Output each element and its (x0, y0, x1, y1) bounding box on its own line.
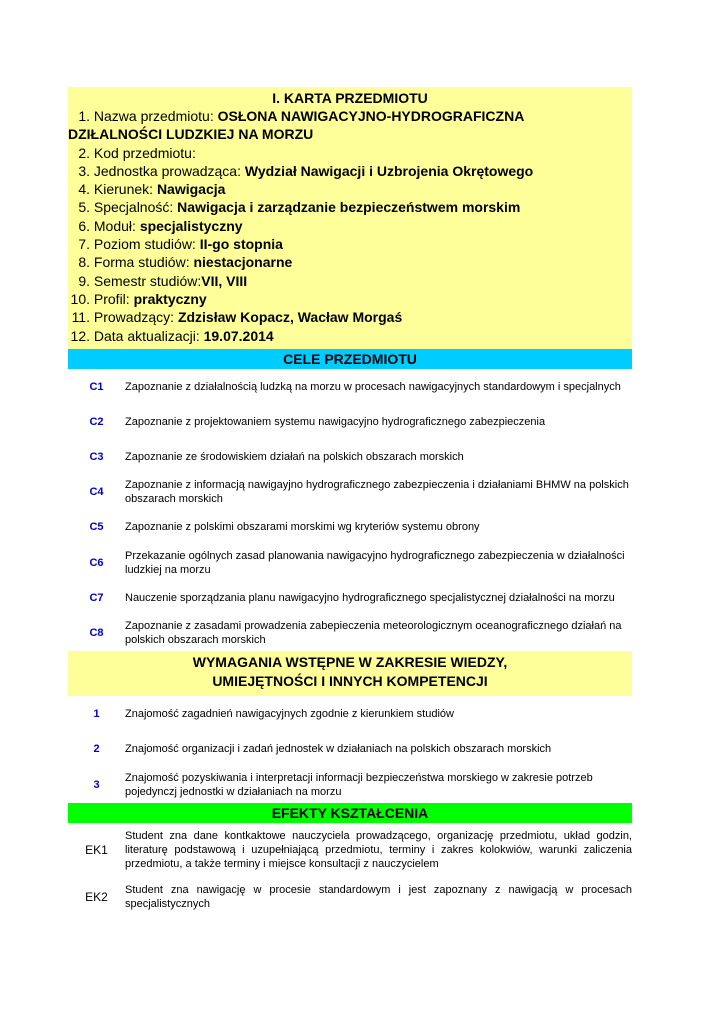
field-unit: 3. Jednostka prowadząca: Wydział Nawigacji i Uzbrojenia Okrętowego (78, 162, 534, 179)
objective-row: C8 Zapoznanie z zasadami prowadzenia zabepieczenia meteorologicznym oceanograficznego działań na polskich obszarach morskich (89, 620, 622, 647)
objective-row: C1 Zapoznanie z działalnością ludzką na morzu w procesach nawigacyjnych standardowym i specjalnych (89, 380, 621, 393)
outcome-row: EK1 Student zna dane kontkaktowe nauczyciela prowadzącego, organizację przedmiotu, układ godzin, literaturę podstawową i uzupełniającą przedmiotu, terminy i zakres kolokwiów, warunki zaliczenia przedmiotu, a także terminy i miejsce konsultacji z nauczycielem (85, 830, 632, 871)
objective-row: C7 Nauczenie sporządzania planu nawigacyjno hydrograficznego specjalistycznej działalności na morzu (89, 592, 615, 605)
outcome-row: EK2 Student zna nawigację w procesie standardowym i jest zapoznany z nawigacją w procesach specjalistycznych (85, 883, 632, 910)
field-course-code: 2. Kod przedmiotu: (78, 144, 196, 161)
field-form: 8. Forma studiów: niestacjonarne (78, 254, 293, 271)
course-card-document (68, 87, 632, 916)
objective-row: C5 Zapoznanie z polskimi obszarami morskimi wg kryteriów systemu obrony (89, 521, 480, 534)
field-profile: 10. Profil: praktyczny (70, 290, 207, 307)
field-specialty: 5. Specjalność: Nawigacja i zarządzanie bezpieczeństwem morskim (78, 199, 521, 216)
prerequisite-row: 3 Znajomość pozyskiwania i interpretacji informacji bezpieczeństwa morskiego w zakresie potrzeb pojedynczj jednostki w działaniach na morzu (93, 771, 593, 798)
field-course-name: 1. Nazwa przedmiotu: OSŁONA NAWIGACYJNO-HYDROGRAFICZNA (78, 108, 525, 124)
course-card-title: I. KARTA PRZEDMIOTU (272, 90, 428, 106)
objective-row: C4 Zapoznanie z informacją nawigayjno hydrograficznego zabezpieczenia i działaniami BHMW na polskich obszarach morskich (89, 479, 629, 506)
objective-row: C6 Przekazanie ogólnych zasad planowania nawigacyjno hydrograficznego zabezpieczenia w działalności ludzkiej na morzu (89, 549, 625, 576)
prerequisite-row: 1 Znajomość zagadnień nawigacyjnych zgodnie z kierunkiem studiów (93, 707, 454, 720)
field-level: 7. Poziom studiów: II-go stopnia (78, 236, 283, 253)
objectives-heading: CELE PRZEDMIOTU (68, 349, 632, 369)
field-module: 6. Moduł: specjalistyczny (78, 217, 243, 234)
prerequisites-heading: WYMAGANIA WSTĘPNE W ZAKRESIE WIEDZY, UMIEJĘTNOŚCI I INNYCH KOMPETENCJI (68, 651, 632, 696)
field-semester: 9. Semestr studiów:VII, VIII (78, 272, 248, 289)
field-course-name-cont: DZIŁALNOŚCI LUDZKIEJ NA MORZU (68, 126, 314, 143)
objective-row: C2 Zapoznanie z projektowaniem systemu nawigacyjno hydrograficznego zabezpieczenia (89, 416, 546, 429)
course-card-section (68, 87, 632, 349)
prerequisite-row: 2 Znajomość organizacji i zadań jednostek w działaniach na polskich obszarach morskich (93, 743, 552, 756)
field-direction: 4. Kierunek: Nawigacja (78, 181, 226, 198)
learning-outcomes-heading: EFEKTY KSZTAŁCENIA (68, 803, 632, 823)
objective-row: C3 Zapoznanie ze środowiskiem działań na polskich obszarach morskich (89, 451, 464, 464)
field-update-date: 12. Data aktualizacji: 19.07.2014 (70, 327, 274, 344)
field-lecturers: 11. Prowadzący: Zdzisław Kopacz, Wacław Morgaś (71, 309, 403, 326)
